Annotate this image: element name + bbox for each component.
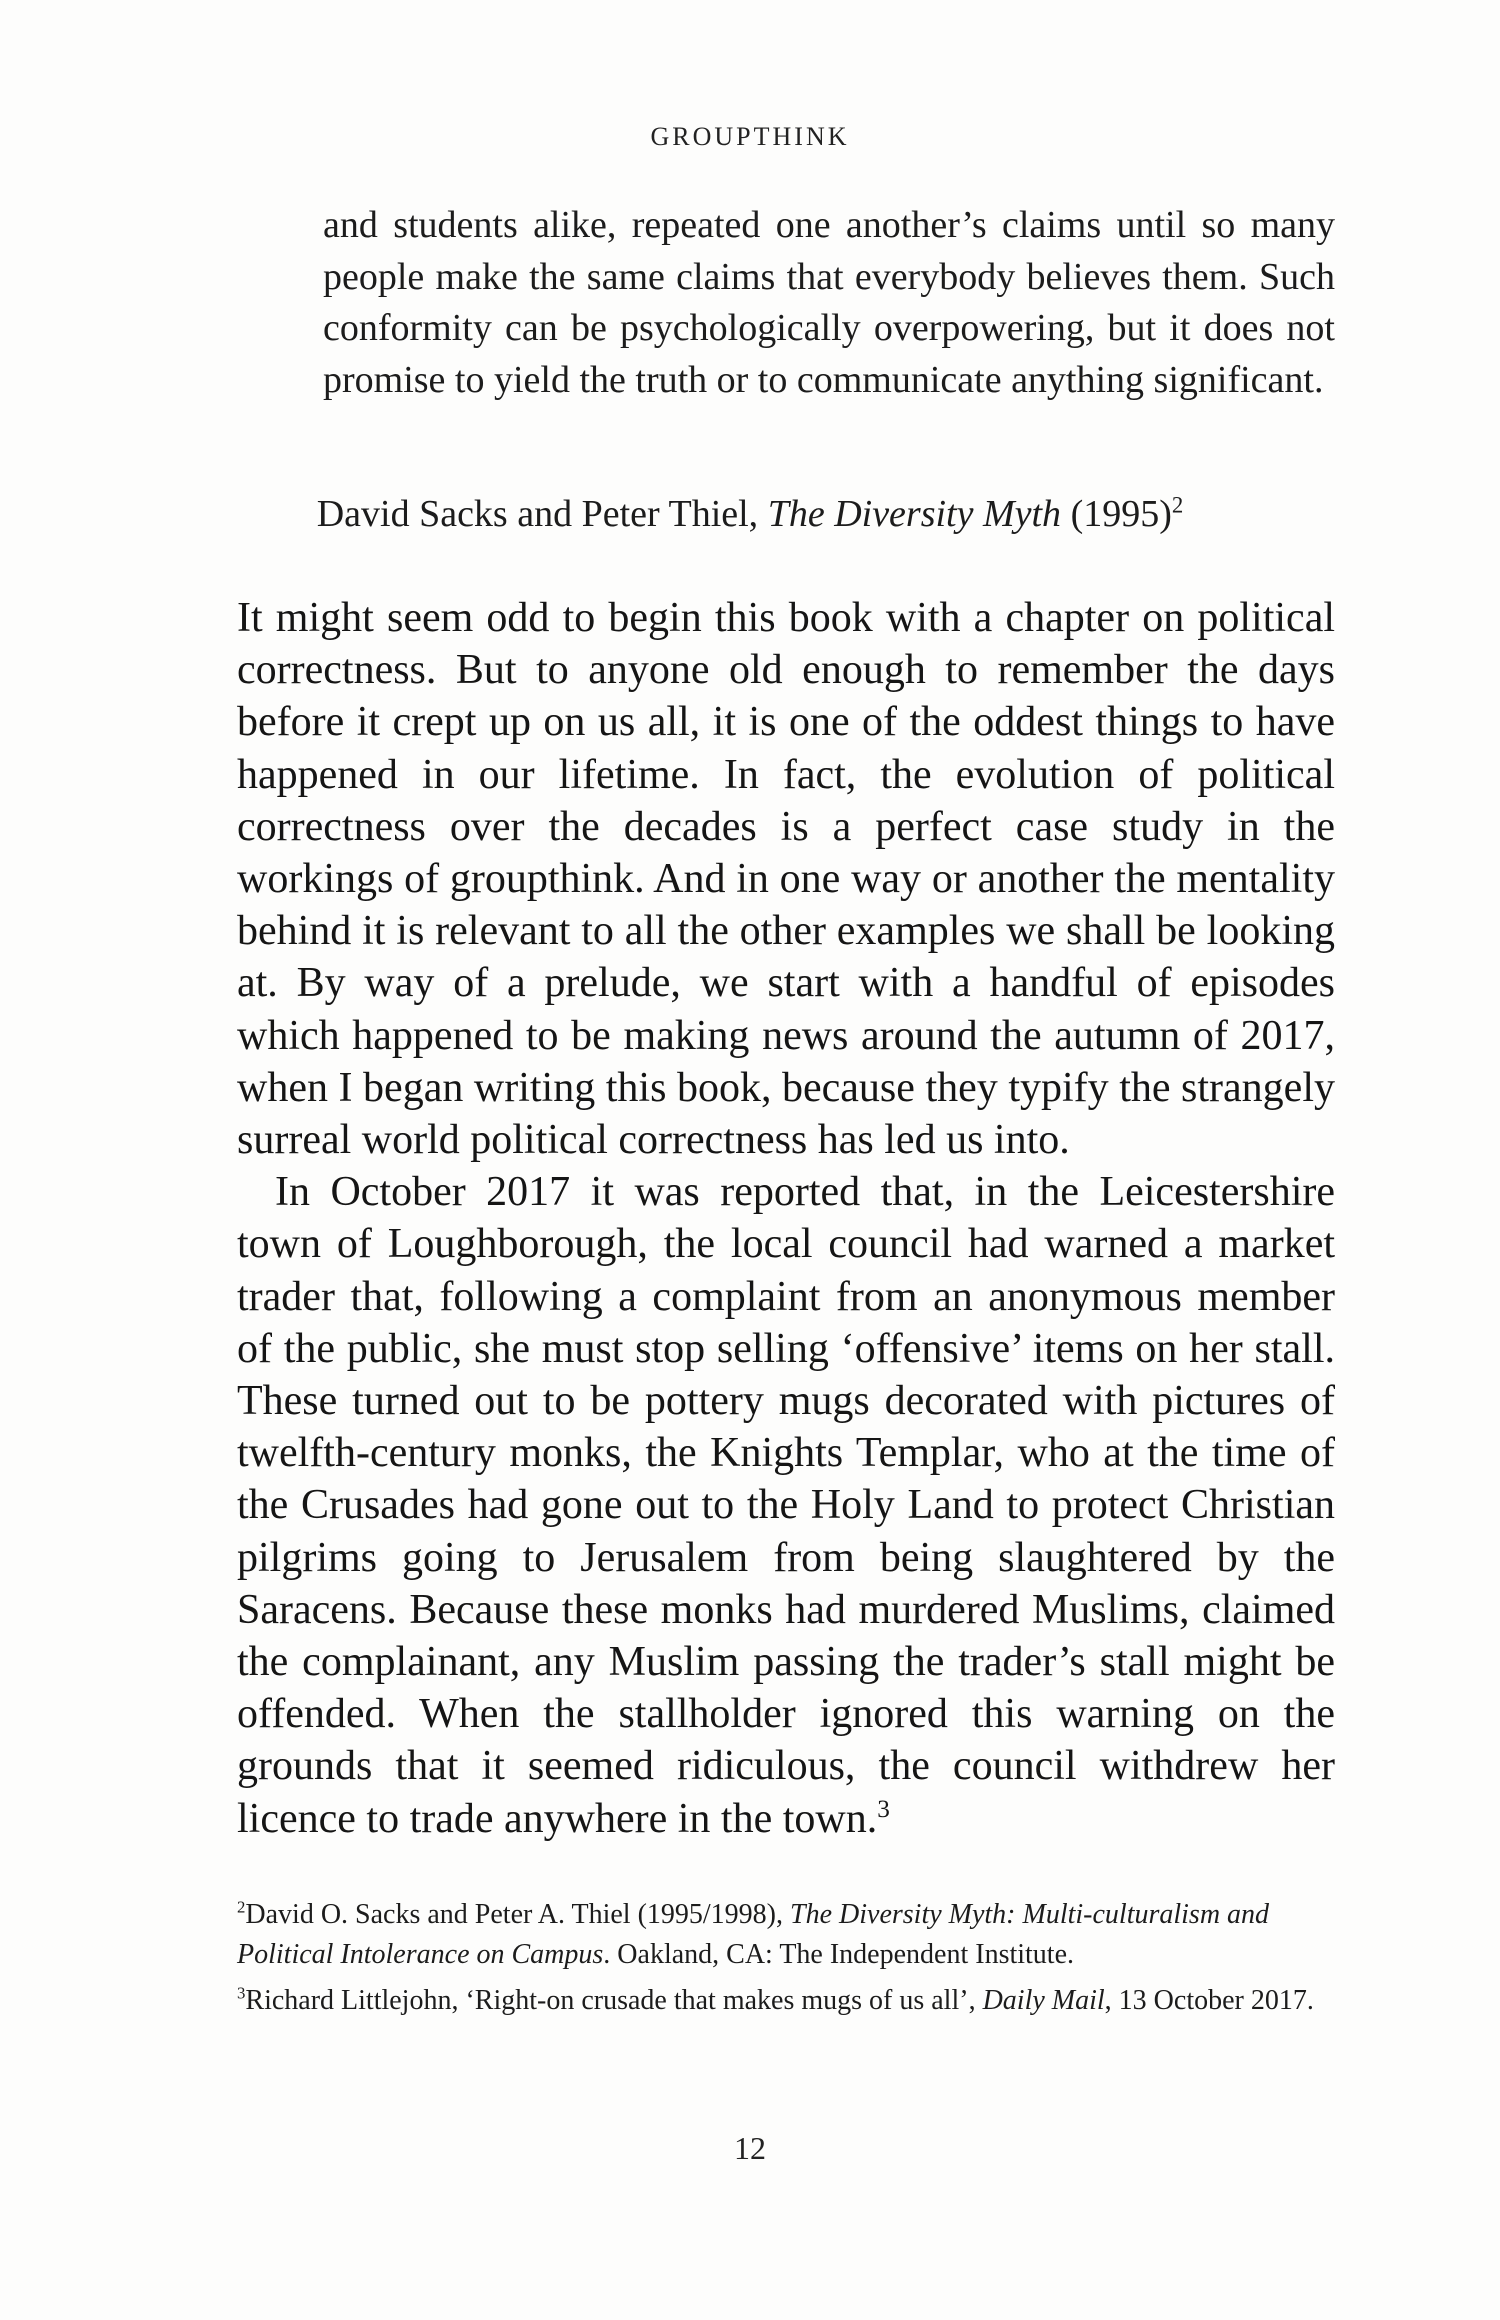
- body-text: [237, 592, 1335, 1845]
- footnote-3: [237, 1981, 1335, 2021]
- footnote-marker: 3: [237, 1983, 246, 2003]
- footnote-authors: David O. Sacks and Peter A. Thiel (1995/1998),: [245, 1899, 791, 1930]
- epigraph-book-title: The Diversity Myth: [767, 493, 1062, 535]
- footnote-text: Richard Littlejohn, ‘Right-on crusade that makes mugs of us all’,: [245, 1985, 983, 2016]
- epigraph-authors: David Sacks and Peter Thiel,: [316, 493, 768, 535]
- footnote-ref-3: 3: [877, 1795, 890, 1823]
- epigraph-attribution: [0, 492, 1500, 536]
- footnote-title: The Diversity Myth: Multi-culturalism and Political Intolerance on Campus: [237, 1899, 1270, 1970]
- footnotes: [237, 1895, 1335, 2027]
- footnote-date: , 13 October 2017.: [1104, 1985, 1314, 2016]
- footnote-publication: Daily Mail: [982, 1985, 1105, 2016]
- epigraph-year: (1995): [1061, 493, 1172, 535]
- paragraph-text: In October 2017 it was reported that, in the Leicestershire town of Loughborough, the local council had warned a market trader that, following a complaint from an anonymous member of the public, she must stop selling ‘offensive’ items on her stall. These turned out to be pottery mugs decorated with pictures of twelfth-century monks, the Knights Templar, who at the time of the Crusades had gone out to the Holy Land to protect Christian pilgrims going to Jerusalem from being slaughtered by the Saracens. Because these monks had murdered Muslims, claimed the complainant, any Muslim passing the trader’s stall might be offended. When the stallholder ignored this warning on the grounds that it seemed ridiculous, the council withdrew her licence to trade anywhere in the town.: [237, 1169, 1335, 1842]
- footnote-2: [237, 1895, 1335, 1975]
- footnote-publisher: . Oakland, CA: The Independent Institute.: [603, 1939, 1075, 1970]
- paragraph: It might seem odd to begin this book with a chapter on political correctness. But to anyone old enough to remember the days before it crept up on us all, it is one of the oddest things to have happened in our lifetime. In fact, the evolution of political correctness over the decades is a perfect case study in the workings of groupthink. And in one way or another the mentality behind it is relevant to all the other examples we shall be looking at. By way of a prelude, we start with a handful of episodes which happened to be making news around the autumn of 2017, when I began writing this book, because they typify the strangely surreal world political correctness has led us into.: [237, 595, 1335, 1164]
- page-number: 12: [734, 2130, 766, 2166]
- epigraph-quote: and students alike, repeated one another’s claims until so many people make the same claims that everybody believes them. Such conformity can be psychologically overpowering, but it does not promise to yield the truth or to communicate anything significant.: [323, 204, 1335, 401]
- footnote-ref-2: 2: [1171, 492, 1184, 518]
- paragraph: [237, 1166, 1335, 1845]
- running-head: GROUPTHINK: [650, 122, 850, 151]
- footnote-marker: 2: [237, 1897, 246, 1917]
